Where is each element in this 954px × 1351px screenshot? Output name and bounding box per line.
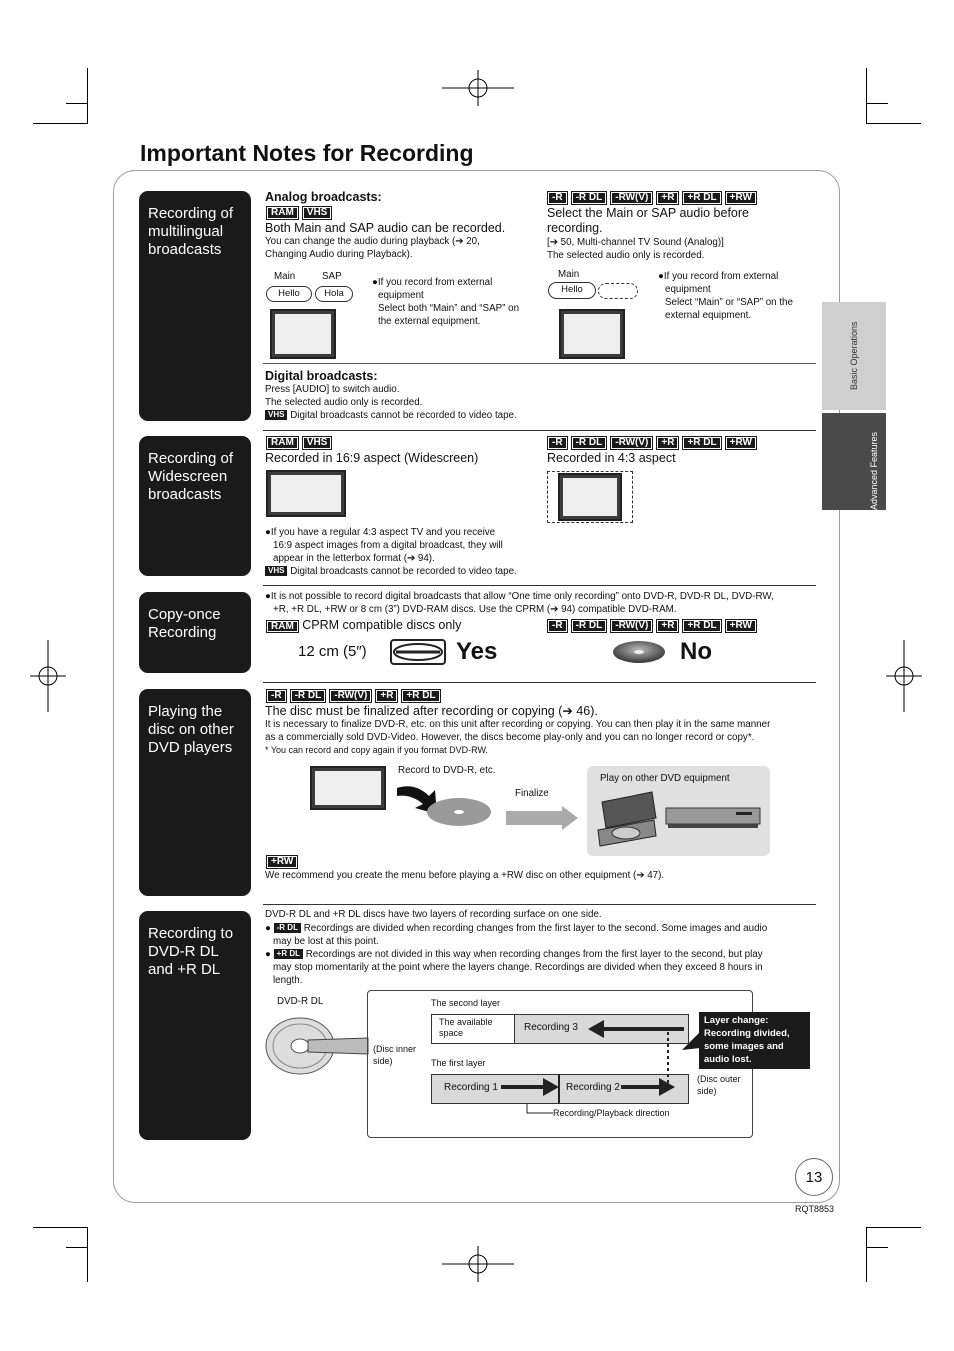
badge: +R DL <box>274 949 303 959</box>
tv-image-43 <box>558 473 622 521</box>
registration-mark <box>442 70 514 106</box>
section-divider <box>263 904 816 905</box>
label-line: Recording of <box>148 205 234 222</box>
section-divider <box>263 682 816 683</box>
inner-side-label: (Disc inner <box>373 1044 417 1054</box>
cprm-text: CPRM compatible discs only <box>302 618 462 632</box>
badge: +R <box>656 619 679 633</box>
outer-side-label: side) <box>697 1086 717 1096</box>
outer-side-label: (Disc outer <box>697 1074 741 1084</box>
tab-advanced-features[interactable] <box>822 413 886 510</box>
right-main-text: Select the Main or SAP audio before <box>547 206 749 220</box>
badge-row <box>266 855 298 869</box>
badge: -R <box>547 191 568 205</box>
section-divider <box>263 430 816 431</box>
bullet-line: equipment <box>378 290 424 301</box>
crop-mark <box>33 1227 88 1228</box>
crop-mark <box>866 68 867 123</box>
callout-line: some images and <box>704 1041 784 1052</box>
analog-main-text: Both Main and SAP audio can be recorded. <box>265 221 506 235</box>
bullet-line: the external equipment. <box>378 316 481 327</box>
direction-label: Recording/Playback direction <box>553 1108 670 1118</box>
recording-2-label: Recording 2 <box>566 1082 620 1093</box>
section-label-widescreen <box>139 436 251 576</box>
badge-row <box>266 689 441 703</box>
badge: -RW(V) <box>329 689 372 703</box>
hello-bubble: Hello <box>266 286 312 302</box>
crop-mark <box>866 1227 921 1228</box>
dl-bullet: ● -R DL Recordings are divided when recording changes from the first layer to the second. Some images and audio <box>265 923 768 934</box>
dl-bullet-text: Recordings are divided when recording changes from the first layer to the second. Some images and audio <box>303 923 768 934</box>
bullet-line: 16:9 aspect images from a digital broadcast, they will <box>273 540 503 551</box>
bullet-line: ●If you have a regular 4:3 aspect TV and you receive <box>265 527 496 538</box>
right-main-text: recording. <box>547 221 603 235</box>
label-line: Playing the <box>148 703 223 720</box>
label-line: DVD-R DL <box>148 943 219 960</box>
rw-note: We recommend you create the menu before playing a +RW disc on other equipment (➔ 47). <box>265 870 665 881</box>
disc-label: DVD-R DL <box>277 996 324 1007</box>
page-title: Important Notes for Recording <box>140 140 474 166</box>
tab-basic-label: Basic Operations <box>849 321 859 391</box>
crop-mark <box>87 1227 88 1282</box>
badge-vhs: VHS <box>302 206 333 220</box>
label-line: DVD players <box>148 739 233 756</box>
bullet-line: ●If you record from external <box>372 277 493 288</box>
finalize-label: Finalize <box>515 788 549 799</box>
crop-mark <box>66 1247 88 1248</box>
second-layer-label: The second layer <box>431 998 501 1008</box>
bullet-line: appear in the letterbox format (➔ 94). <box>273 553 435 564</box>
badge: +R DL <box>682 436 721 450</box>
badge: +RW <box>725 191 757 205</box>
badge-vhs: VHS <box>265 566 287 576</box>
disc-no-icon <box>612 640 666 664</box>
dl-bullet: length. <box>273 975 303 986</box>
badge-row <box>266 436 332 450</box>
sap-audio-label: SAP <box>322 271 342 282</box>
bullet-line: Select both “Main” and “SAP” on <box>378 303 520 314</box>
available-label: The available <box>439 1017 493 1027</box>
badge: -R DL <box>571 191 608 205</box>
badge: +RW <box>725 436 757 450</box>
badge: -R DL <box>290 689 327 703</box>
crop-mark <box>33 123 88 124</box>
badge: +R DL <box>401 689 440 703</box>
dl-bullet: ● +R DL Recordings are not divided in this way when recording changes from the first layer to the second, but play <box>265 949 763 960</box>
tv-image <box>270 309 336 359</box>
badge-vhs: VHS <box>265 410 287 420</box>
badge: +R <box>656 436 679 450</box>
yes-label: Yes <box>456 638 498 665</box>
cprm-row <box>266 618 461 633</box>
main-audio-label: Main <box>274 271 296 282</box>
badge-vhs: VHS <box>302 436 333 450</box>
bullet-line: external equipment. <box>665 310 752 321</box>
finalize-footnote: * You can record and copy again if you format DVD-RW. <box>265 745 488 755</box>
label-line: Copy-once <box>148 606 221 623</box>
layer-change-callout <box>699 1012 810 1069</box>
callout-pointer <box>680 1030 702 1054</box>
dl-intro: DVD-R DL and +R DL discs have two layers of recording surface on one side. <box>265 909 602 920</box>
digital-note: The selected audio only is recorded. <box>265 397 423 408</box>
badge-rw: +RW <box>266 855 298 869</box>
badge-row <box>266 206 332 220</box>
vhs-note-text: Digital broadcasts cannot be recorded to video tape. <box>290 410 517 421</box>
tab-basic-operations[interactable] <box>822 302 886 410</box>
right-note: [➔ 50, Multi-channel TV Sound (Analog)] <box>547 237 724 248</box>
label-line: disc on other <box>148 721 234 738</box>
label-line: Widescreen <box>148 468 228 485</box>
badge-ram: RAM <box>266 620 299 633</box>
badge: +R <box>656 191 679 205</box>
badge: -R DL <box>274 923 301 933</box>
analog-note: Changing Audio during Playback). <box>265 249 413 260</box>
label-line: broadcasts <box>148 486 222 503</box>
recording-1-label: Recording 1 <box>444 1082 498 1093</box>
dl-bullet-text: Recordings are not divided in this way when recording changes from the first layer to the second, but play <box>305 949 763 960</box>
bullet-line: equipment <box>665 284 711 295</box>
badge: -R DL <box>571 619 608 633</box>
section-label-dl <box>139 911 251 1140</box>
badge-row <box>547 619 757 633</box>
label-line: Recording to <box>148 925 234 942</box>
inner-side-label: side) <box>373 1056 393 1066</box>
finalize-main-text: The disc must be finalized after recording or copying (➔ 46). <box>265 704 598 718</box>
registration-mark <box>886 640 922 712</box>
analog-note: You can change the audio during playback (➔ 20, <box>265 236 480 247</box>
hola-bubble: Hola <box>315 286 353 302</box>
main-audio-label: Main <box>558 269 580 280</box>
crop-mark <box>66 103 88 104</box>
available-label: space <box>439 1028 464 1038</box>
right-note: The selected audio only is recorded. <box>547 250 705 261</box>
widescreen-left-text: Recorded in 16:9 aspect (Widescreen) <box>265 451 479 465</box>
copyonce-bullet: +R, +R DL, +RW or 8 cm (3”) DVD-RAM discs. Use the CPRM (➔ 94) compatible DVD-RAM. <box>273 604 677 615</box>
dl-bullet: may be lost at this point. <box>273 936 379 947</box>
label-line: and +R DL <box>148 961 221 978</box>
crop-mark <box>866 123 921 124</box>
finalize-note: as a commercially sold DVD-Video. However, the discs become play-only and you can no longer record or copy*. <box>265 732 755 743</box>
first-layer-label: The first layer <box>431 1058 486 1068</box>
section-label-copyonce <box>139 592 251 673</box>
finalize-arrow-icon <box>506 806 580 830</box>
badge: -R <box>547 436 568 450</box>
callout-line: Recording divided, <box>704 1028 790 1039</box>
dl-disc-illustration <box>264 1010 372 1076</box>
badge-row <box>547 191 757 205</box>
crop-mark <box>87 68 88 123</box>
dvd-equipment-illustration <box>596 788 766 848</box>
copyonce-bullet: ●It is not possible to record digital broadcasts that allow “One time only recording” onto DVD-R, DVD-R DL, DVD-RW, <box>265 591 774 602</box>
badge: -R <box>266 689 287 703</box>
crop-mark <box>866 1247 888 1248</box>
no-label: No <box>680 638 712 665</box>
badge: +RW <box>725 619 757 633</box>
finalize-note: It is necessary to finalize DVD-R, etc. on this unit after recording or copying. You can then play it in the same manner <box>265 719 771 730</box>
badge: -R <box>547 619 568 633</box>
disc-size-label: 12 cm (5″) <box>298 643 367 660</box>
analog-heading: Analog broadcasts: <box>265 190 382 204</box>
label-line: broadcasts <box>148 241 222 258</box>
vhs-note <box>265 565 517 578</box>
badge-row <box>547 436 757 450</box>
digital-heading: Digital broadcasts: <box>265 369 378 383</box>
direction-pointer <box>525 1104 555 1118</box>
tv-image <box>559 309 625 359</box>
registration-mark <box>442 1246 514 1282</box>
tv-image <box>310 766 386 810</box>
disc-ram-icon <box>390 639 446 665</box>
digital-vhs-note <box>265 409 517 422</box>
badge: -RW(V) <box>610 619 653 633</box>
record-disc-illustration <box>395 778 495 830</box>
crop-mark <box>866 103 888 104</box>
registration-mark <box>30 640 66 712</box>
digital-note: Press [AUDIO] to switch audio. <box>265 384 400 395</box>
page-number: 13 <box>795 1158 833 1196</box>
badge: +R DL <box>682 619 721 633</box>
recording-3-label: Recording 3 <box>524 1022 578 1033</box>
label-line: multilingual <box>148 223 224 240</box>
badge: -RW(V) <box>610 436 653 450</box>
callout-line: Layer change: <box>704 1015 769 1026</box>
widescreen-right-text: Recorded in 4:3 aspect <box>547 451 676 465</box>
badge: +R <box>375 689 398 703</box>
dl-bullet: may stop momentarily at the point where the layers change. Recordings are divided when they exceed 8 hours in <box>273 962 763 973</box>
badge: +R DL <box>682 191 721 205</box>
badge: -R DL <box>571 436 608 450</box>
tab-advanced-label: Advanced Features <box>869 431 879 510</box>
section-divider <box>263 585 816 586</box>
inner-divider <box>263 363 816 364</box>
bullet-line: ●If you record from external <box>658 271 779 282</box>
badge-ram: RAM <box>266 436 299 450</box>
bullet-line: Select “Main” or “SAP” on the <box>665 297 793 308</box>
label-line: Recording <box>148 624 217 641</box>
record-label: Record to DVD-R, etc. <box>398 765 496 776</box>
crop-mark <box>866 1227 867 1282</box>
tv-image-wide <box>266 470 346 517</box>
hello-bubble: Hello <box>548 282 596 299</box>
section-label-playing <box>139 689 251 896</box>
model-code: RQT8853 <box>795 1204 835 1214</box>
play-label: Play on other DVD equipment <box>600 773 730 784</box>
vhs-note-text: Digital broadcasts cannot be recorded to video tape. <box>290 566 517 577</box>
badge: -RW(V) <box>610 191 653 205</box>
badge-ram: RAM <box>266 206 299 220</box>
empty-bubble <box>598 283 638 299</box>
callout-line: audio lost. <box>704 1054 752 1065</box>
section-label-multilingual <box>139 191 251 421</box>
label-line: Recording of <box>148 450 234 467</box>
